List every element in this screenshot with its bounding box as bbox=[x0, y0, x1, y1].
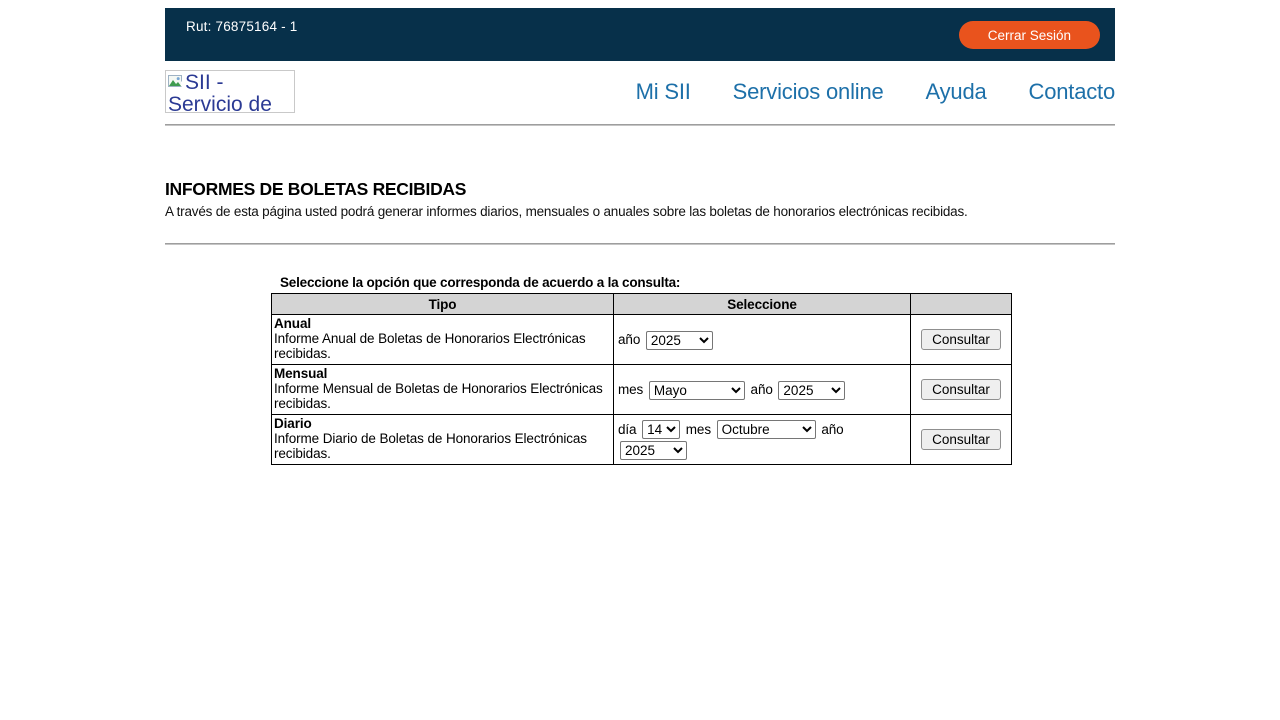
diario-select-cell bbox=[614, 415, 911, 465]
logout-button[interactable]: Cerrar Sesión bbox=[959, 21, 1100, 49]
mensual-select-cell bbox=[614, 365, 911, 415]
nav-mi-sii[interactable]: Mi SII bbox=[635, 78, 691, 104]
mensual-ano-label: año bbox=[750, 382, 773, 397]
anual-tipo-cell bbox=[272, 315, 614, 365]
mensual-consultar-button[interactable]: Consultar bbox=[921, 379, 1001, 400]
reports-table bbox=[271, 293, 1012, 465]
table-row-diario bbox=[272, 415, 1012, 465]
session-bar bbox=[165, 8, 1115, 61]
nav-servicios-online[interactable]: Servicios online bbox=[732, 78, 884, 104]
diario-mes-select[interactable] bbox=[717, 420, 816, 439]
page-title: INFORMES DE BOLETAS RECIBIDAS bbox=[165, 179, 467, 199]
diario-ano-label: año bbox=[821, 421, 844, 437]
table-caption: Seleccione la opción que corresponda de acuerdo a la consulta: bbox=[280, 275, 681, 290]
diario-dia-label: día bbox=[618, 421, 637, 437]
header-tipo: Tipo bbox=[272, 294, 614, 315]
broken-image-icon bbox=[168, 72, 184, 94]
main-nav bbox=[636, 79, 1115, 105]
sii-logo-broken-image[interactable] bbox=[165, 70, 295, 113]
table-row-mensual bbox=[272, 365, 1012, 415]
diario-type-label: Diario bbox=[274, 416, 312, 431]
diario-consultar-button[interactable]: Consultar bbox=[921, 429, 1001, 450]
nav-ayuda[interactable]: Ayuda bbox=[925, 78, 987, 104]
anual-ano-select[interactable] bbox=[646, 331, 713, 350]
diario-mes-label: mes bbox=[685, 421, 711, 437]
diario-button-cell bbox=[911, 415, 1012, 465]
anual-consultar-button[interactable]: Consultar bbox=[921, 329, 1001, 350]
nav-contacto[interactable]: Contacto bbox=[1028, 78, 1115, 104]
page-container bbox=[165, 8, 1115, 465]
header-divider bbox=[165, 124, 1115, 126]
mensual-description: Informe Mensual de Boletas de Honorarios Electrónicas recibidas. bbox=[274, 381, 603, 411]
intro-divider bbox=[165, 243, 1115, 245]
mensual-tipo-cell bbox=[272, 365, 614, 415]
table-header-row bbox=[272, 294, 1012, 315]
table-row-anual bbox=[272, 315, 1012, 365]
mensual-ano-select[interactable] bbox=[778, 381, 845, 400]
anual-description: Informe Anual de Boletas de Honorarios Electrónicas recibidas. bbox=[274, 331, 586, 361]
page-subtitle: A través de esta página usted podrá generar informes diarios, mensuales o anuales sobre las boletas de honorarios electrónicas recibidas. bbox=[165, 204, 968, 219]
anual-type-label: Anual bbox=[274, 316, 312, 331]
mensual-type-label: Mensual bbox=[274, 366, 328, 381]
anual-ano-label: año bbox=[618, 332, 641, 347]
anual-select-cell bbox=[614, 315, 911, 365]
diario-description: Informe Diario de Boletas de Honorarios Electrónicas recibidas. bbox=[274, 431, 587, 461]
header-actions bbox=[911, 294, 1012, 315]
logo-alt-text: SII - Servicio de bbox=[168, 71, 272, 113]
diario-dia-select[interactable] bbox=[642, 420, 680, 439]
anual-button-cell bbox=[911, 315, 1012, 365]
site-header bbox=[165, 61, 1115, 124]
rut-label: Rut: 76875164 - 1 bbox=[186, 19, 298, 34]
mensual-mes-label: mes bbox=[618, 382, 644, 397]
header-seleccione: Seleccione bbox=[614, 294, 911, 315]
mensual-mes-select[interactable] bbox=[649, 381, 745, 400]
diario-tipo-cell bbox=[272, 415, 614, 465]
mensual-button-cell bbox=[911, 365, 1012, 415]
diario-ano-select[interactable] bbox=[620, 441, 687, 460]
